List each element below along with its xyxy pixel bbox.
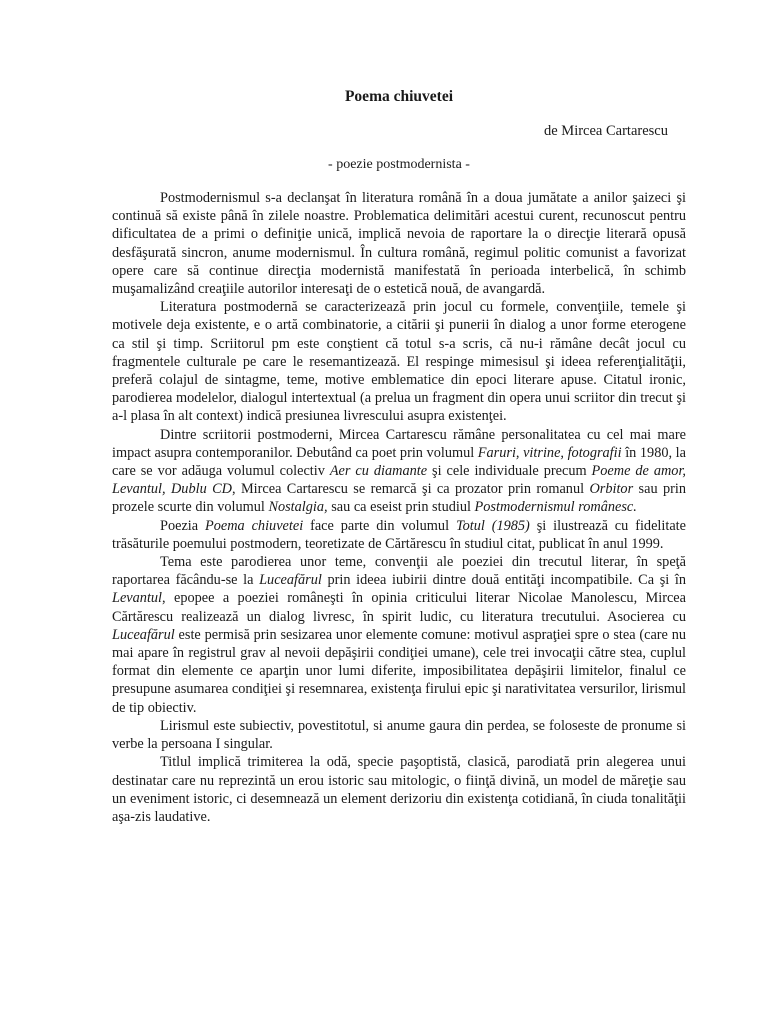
italic-title: Totul (1985) [455,517,530,534]
italic-title: Aer cu diamante [329,463,428,480]
document-page [112,88,686,826]
paragraph: Postmodernismul s-a declanşat în literatura română în a doua jumătate a anilor şaizeci şi continuă să existe până în zilele noastre. Problematica delimitări acestui curent, recunoscut pentru dificultatea de a primi o definiţie unică, implică nevoia de raportare la o direcţie literară opusă desfăşurată sincron, anume modernismul. În cultura română, regimul politic comunist a favorizat opere care să continue direcţia modernistă manifestată în perioada interbelică, în schimb muşamalizând creaţiile autorilor interesaţi de o estetică nouă, de avangardă. [112,190,686,298]
paragraph: Dintre scriitorii postmoderni, Mircea Cartarescu rămâne personalitatea cu cel mai mare impact asupra contemporanilor. Debutând ca poet prin volumul Faruri, vitrine, fotografii în 1980, la care se vor adăuga volumul colectiv Aer cu diamante şi cele individuale precum Poeme de amor, Levantul, Dublu CD, Mircea Cartarescu se remarcă şi ca prozator prin romanul Orbitor sau prin prozele scurte din volumul Nostalgia, sau ca eseist prin studiul Postmodernismul românesc. [112,426,687,516]
document-author: de Mircea Cartarescu [544,123,668,139]
paragraph: Tema este parodierea unor teme, convenţii ale poeziei din trecutul literar, în speţă raportarea făcându-se la Luceafărul prin ideea iubirii dintre două entităţi incompatibile. Ca şi în Levantul, epopee a poeziei româneşti în opinia criticului literar Nicolae Manolescu, Mircea Cărtărescu realizează un dialog livresc, în spirit ludic, cu literatura trecutului. Asocierea cu Luceafărul este permisă prin sesizarea unor elemente comune: motivul aspraţiei spre o stea (care nu mai apare în registrul grav al nevoii depăşirii condiţiei umane), cele trei invocaţii către stea, cuplul format din elemente ce aparţin unor lumi diferite, imposibilitatea depăşirii limitelor, finalul ce presupune asumarea condiţiei şi resemnarea, existenţa firului epic şi narativitatea versurilor, lirismul de tip obiectiv. [112,554,686,716]
paragraph: Literatura postmodernă se caracterizează prin jocul cu formele, convenţiile, temele şi motivele deja existente, e o artă combinatorie, a citării şi punerii în dialog a unor forme eterogene ca stil şi timp. Scriitorul pm este conştient că totul s-a scris, că nu-i rămâne decât jocul cu fragmentele culturale pe care le resemantizează. El respinge mimesisul şi ideea referenţialităţii, preferă colajul de sintagme, teme, motive emblematice din epoci literare apuse. Citatul ironic, parodierea modelelor, dialogul intertextual (a prelua un fragment din opera unui scriitor din trecut şi a-l plasa în alt context) indică presiunea livrescului asupra existenţei. [112,299,686,425]
paragraph: Titlul implică trimiterea la odă, specie paşoptistă, clasică, parodiată prin alegerea unui destinatar care nu reprezintă un erou istoric sau mitologic, o fiinţă divină, un model de măreţie sau un eveniment istoric, ci desemnează un element derizoriu din existenţa cotidiană, în ciuda tonalităţii aşa-zis laudative. [112,754,686,825]
italic-title: Luceafărul [259,572,322,589]
italic-title: Luceafărul [112,626,175,643]
paragraph: Lirismul este subiectiv, povestitotul, si anume gaura din perdea, se foloseste de pronume si verbe la persoana I singular. [112,717,686,753]
italic-title: Faruri, vitrine, fotografii [477,444,622,461]
italic-title: Poema chiuvetei [205,517,304,534]
italic-title: Orbitor [589,481,634,498]
italic-title: Postmodernismul românesc. [474,499,637,516]
document-title: Poema chiuvetei [344,88,454,105]
document-subtitle: - poezie postmodernista - [328,157,470,172]
paragraph: Poezia Poema chiuvetei face parte din volumul Totul (1985) şi ilustrează cu fidelitate trăsăturile poemului postmodern, teoretizate de Cărtărescu în studiul citat, publicat în anul 1999. [112,517,686,552]
italic-title: Nostalgia, [268,499,328,516]
italic-title: Poeme de amor, Levantul, Dublu CD [112,463,687,498]
italic-title: Levantul [112,590,163,607]
